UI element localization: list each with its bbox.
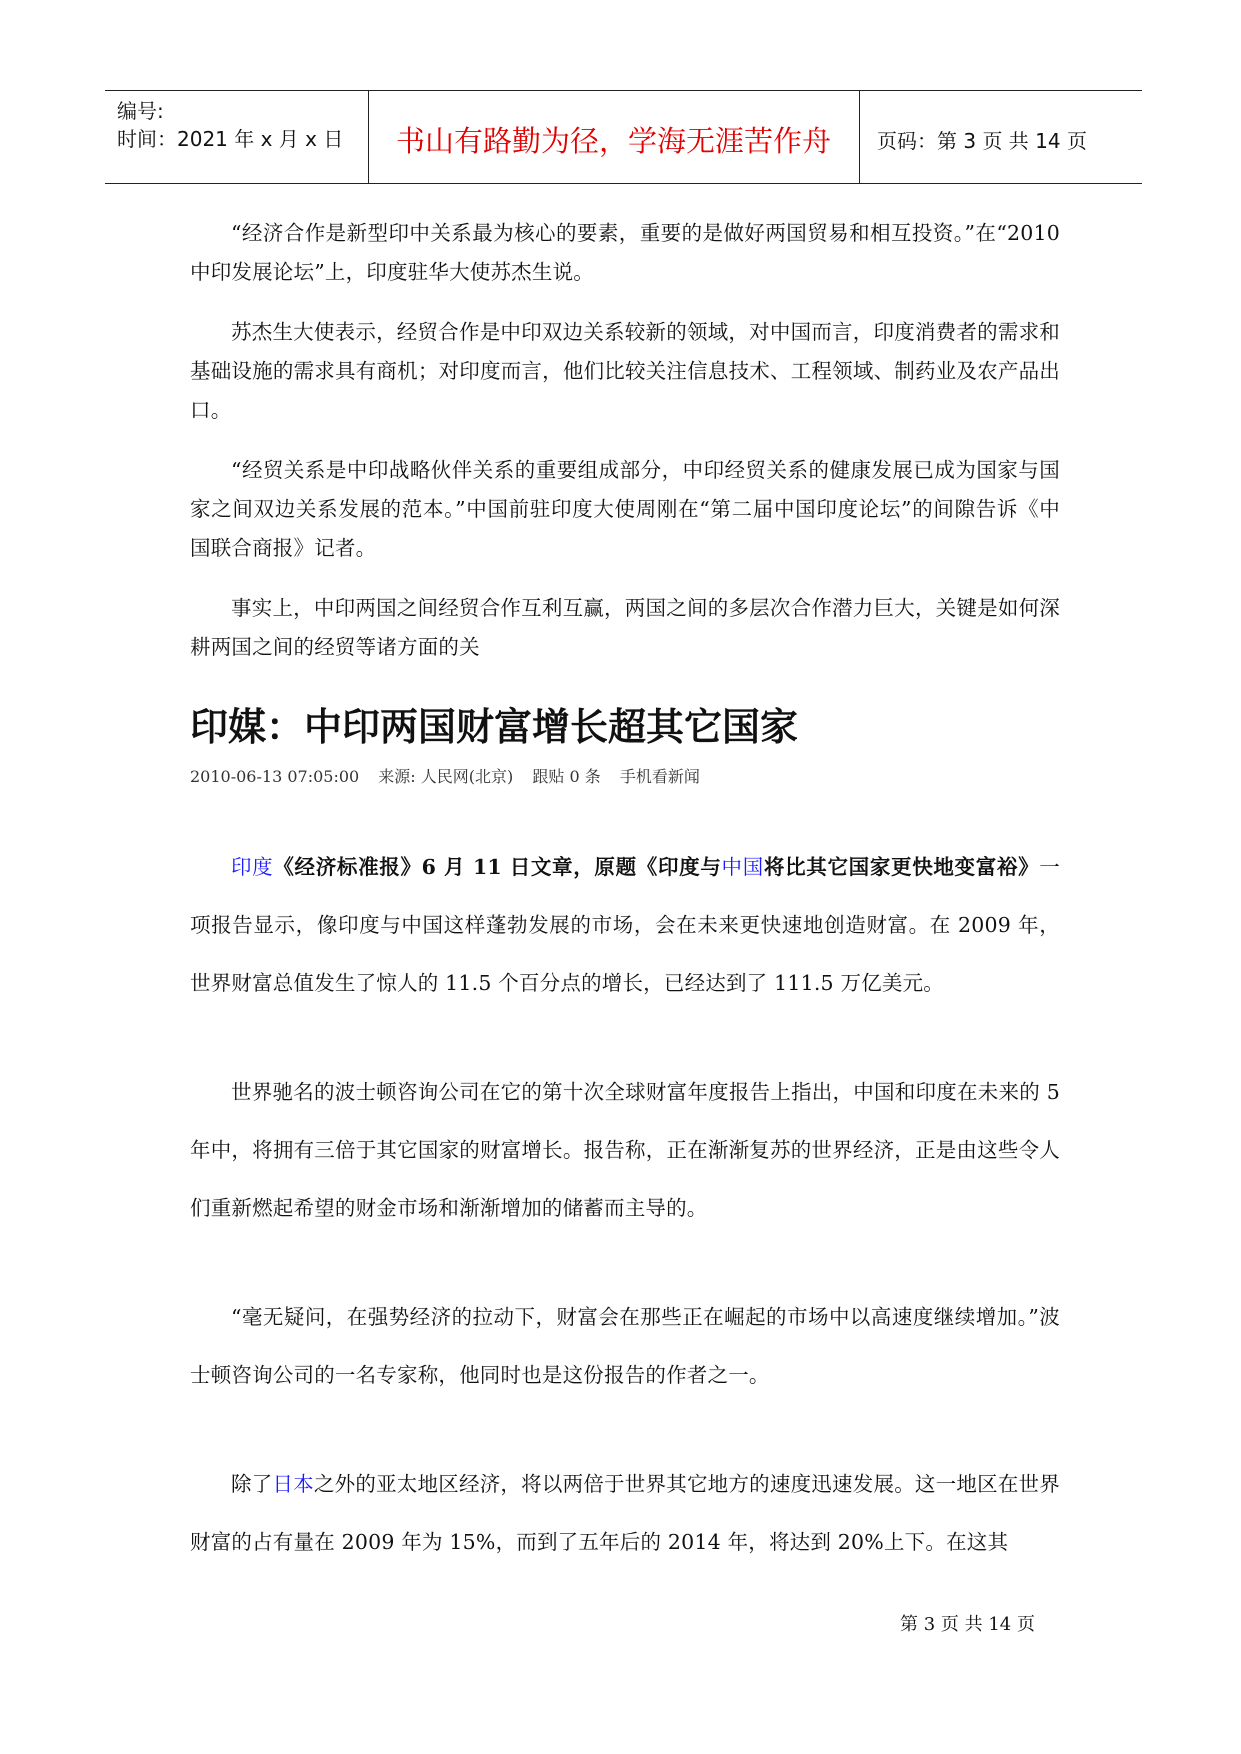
header-left-cell <box>105 91 369 183</box>
article-comments-link[interactable]: 跟贴 0 条 <box>532 767 601 786</box>
document-header <box>105 90 1142 184</box>
article-meta <box>190 764 714 787</box>
lead-body-text: 一项报告显示，像印度与中国这样蓬勃发展的市场，会在未来更快速地创造财富。在 2009 年，世界财富总值发生了惊人的 11.5 个百分点的增长，已经达到了 111.5 万亿美元。 <box>190 855 1060 995</box>
p4-text-2: 之外的亚太地区经济，将以两倍于世界其它地方的速度迅速发展。这一地区在世界财富的占有量在 2009 年为 15%，而到了五年后的 2014 年，将达到 20%上下。在这其 <box>190 1472 1060 1554</box>
article-source: 来源: 人民网(北京) <box>378 767 514 786</box>
header-page-info: 页码：第 3 页 共 14 页 <box>877 129 1087 153</box>
header-motto: 书山有路勤为径，学海无涯苦作舟 <box>395 124 831 158</box>
mobile-news-link[interactable]: 手机看新闻 <box>619 767 700 786</box>
page-footer: 第 3 页 共 14 页 <box>900 1614 1035 1635</box>
article1-paragraph-1: “经济合作是新型印中关系最为核心的要素，重要的是做好两国贸易和相互投资。”在“2010 中印发展论坛”上，印度驻华大使苏杰生说。 <box>190 221 1060 284</box>
number-label: 编号: <box>117 99 164 123</box>
article-title: 印媒：中印两国财富增长超其它国家 <box>190 705 799 749</box>
article2-lead-paragraph <box>190 838 1060 1012</box>
p4-text-1: 除了 <box>231 1472 273 1496</box>
article2-paragraph-3: “毫无疑问，在强势经济的拉动下，财富会在那些正在崛起的市场中以高速度继续增加。”波士顿咨询公司的一名专家称，他同时也是这份报告的作者之一。 <box>190 1305 1060 1387</box>
article1-paragraph-4: 事实上，中印两国之间经贸合作互利互赢，两国之间的多层次合作潜力巨大，关键是如何深耕两国之间的经贸等诸方面的关 <box>190 596 1060 659</box>
article1-paragraph-3: “经贸关系是中印战略伙伴关系的重要组成部分，中印经贸关系的健康发展已成为国家与国家之间双边关系发展的范本。”中国前驻印度大使周刚在“第二届中国印度论坛”的间隙告诉《中国联合商报》记者。 <box>190 458 1060 560</box>
header-middle-cell <box>368 91 860 183</box>
header-right-cell <box>859 91 1142 183</box>
article2-paragraph-4 <box>190 1455 1060 1571</box>
lead-bold-text-2: 将比其它国家更快地变富裕》 <box>763 855 1040 879</box>
article1-paragraph-2: 苏杰生大使表示，经贸合作是中印双边关系较新的领域，对中国而言，印度消费者的需求和基础设施的需求具有商机；对印度而言，他们比较关注信息技术、工程领域、制药业及农产品出口。 <box>190 320 1060 422</box>
article-datetime: 2010-06-13 07:05:00 <box>190 767 360 786</box>
article2-paragraph-2: 世界驰名的波士顿咨询公司在它的第十次全球财富年度报告上指出，中国和印度在未来的 5 年中，将拥有三倍于其它国家的财富增长。报告称，正在渐渐复苏的世界经济，正是由这些令人们重新燃起希望的财金市场和渐渐增加的储蓄而主导的。 <box>190 1080 1060 1220</box>
link-india[interactable]: 印度 <box>231 855 274 879</box>
link-china[interactable]: 中国 <box>721 855 764 879</box>
link-japan[interactable]: 日本 <box>272 1472 314 1496</box>
lead-bold-text-1: 《经济标准报》6 月 11 日文章，原题《印度与 <box>273 855 722 879</box>
time-label: 时间：2021 年 x 月 x 日 <box>117 127 344 151</box>
